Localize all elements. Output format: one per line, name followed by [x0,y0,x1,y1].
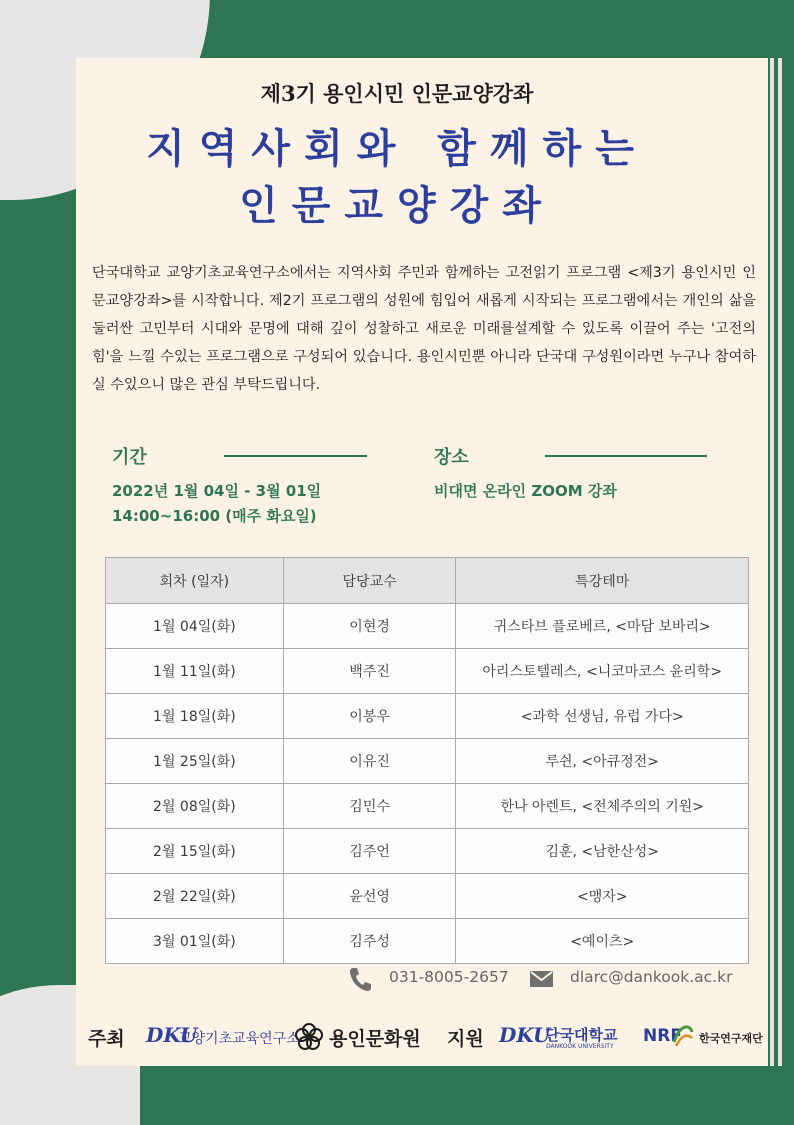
period-time: 14:00~16:00 (매주 화요일) [112,507,317,525]
table-header-row [106,558,749,604]
session-date: 2월 15일(화) [106,829,284,874]
period-dates: 2022년 1월 04일 - 3월 01일 [112,482,322,500]
main-title-line1: 지역사회와 함께하는 [146,126,648,172]
professor: 김주성 [283,919,456,964]
envelope-icon [530,971,553,987]
period-rule [224,455,367,457]
table-row [106,784,749,829]
professor: 윤선영 [283,874,456,919]
table-row [106,739,749,784]
table-row [106,649,749,694]
phone-icon [348,966,372,992]
lecture-theme: 귀스타브 플로베르, <마담 보바리> [456,604,749,649]
table-row [106,919,749,964]
lecture-theme: <과학 선생님, 유럽 가다> [456,694,749,739]
nrf-swoosh-icon [672,1022,694,1048]
lecture-theme: 김훈, <남한산성> [456,829,749,874]
session-date: 2월 08일(화) [106,784,284,829]
column-header: 담당교수 [283,558,456,604]
professor: 백주진 [283,649,456,694]
professor: 이봉우 [283,694,456,739]
lecture-theme: 아리스토텔레스, <니코마코스 윤리학> [456,649,749,694]
email-address[interactable]: dlarc@dankook.ac.kr [570,968,733,986]
session-date: 1월 18일(화) [106,694,284,739]
support-label: 지원 [447,1028,484,1050]
professor: 이현경 [283,604,456,649]
lecture-theme: 루쉰, <아큐정전> [456,739,749,784]
session-date: 2월 22일(화) [106,874,284,919]
professor: 김주언 [283,829,456,874]
support1-name: 단국대학교 [545,1026,618,1044]
support2-name: 한국연구재단 [699,1032,763,1045]
edition-title: 제3기 용인시민 인문교양강좌 [260,81,534,106]
intro-paragraph: 단국대학교 교양기초교육연구소에서는 지역사회 주민과 함께하는 고전읽기 프로그램 <제3기 용인시민 인문교양강좌>를 시작합니다. 제2기 프로그램의 성원에 힘입어 새롭게 시작되는 프로그램에서는 개인의 삶을 둘러싼 고민부터 시대와 문명에 대해 깊이 성찰하고 새로운 미래를설계할 수 있도록 이끌어 주는 '고전의 힘'을 느낄 수있는 프로그램으로 구성되어 있습니다. 용인시민뿐 아니라 단국대 구성원이라면 누구나 참여하실 수있으니 많은 관심 부탁드립니다. [92,265,756,393]
main-title-line2: 인문교양강좌 [239,183,555,229]
column-header: 회차 (일자) [106,558,284,604]
table-row [106,874,749,919]
host1-name: 교양기초교육연구소 [178,1031,300,1047]
host-label: 주최 [88,1028,125,1050]
dku-logo-mark: DKU [499,1023,551,1047]
venue-rule [545,455,707,457]
flower-logo-icon [294,1022,324,1052]
support1-sub: DANKOOK UNIVERSITY [546,1043,614,1050]
lecture-theme: <맹자> [456,874,749,919]
host2-name: 용인문화원 [329,1028,421,1050]
schedule-table [105,557,749,964]
column-header: 특강테마 [456,558,749,604]
session-date: 3월 01일(화) [106,919,284,964]
venue-label: 장소 [434,447,469,468]
professor: 김민수 [283,784,456,829]
lecture-theme: 한나 아렌트, <전체주의의 기원> [456,784,749,829]
session-date: 1월 11일(화) [106,649,284,694]
professor: 이유진 [283,739,456,784]
session-date: 1월 25일(화) [106,739,284,784]
lecture-theme: <예이츠> [456,919,749,964]
nrf-logo-mark: NRF [643,1026,682,1046]
venue-text: 비대면 온라인 ZOOM 강좌 [434,482,617,500]
period-label: 기간 [112,447,147,468]
table-row [106,829,749,874]
table-row [106,694,749,739]
phone-number[interactable]: 031-8005-2657 [389,968,509,986]
dku-logo-mark: DKU [146,1023,198,1047]
footer-sponsors [0,1020,794,1054]
session-date: 1월 04일(화) [106,604,284,649]
table-row [106,604,749,649]
